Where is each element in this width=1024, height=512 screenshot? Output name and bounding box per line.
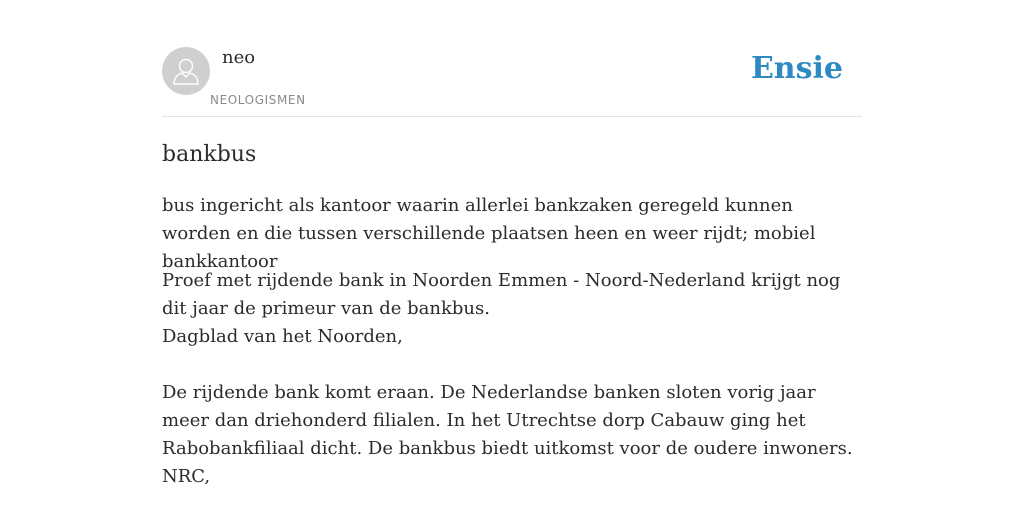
quotes-list xyxy=(162,267,867,491)
quote-item xyxy=(162,267,867,351)
quote-text: De rijdende bank komt eraan. De Nederlandse banken sloten vorig jaar meer dan driehonderd filialen. In het Utrechtse dorp Cabauw ging het Rabobankfiliaal dicht. De bankbus biedt uitkomst voor de oudere inwoners. xyxy=(162,382,853,459)
avatar[interactable] xyxy=(162,47,210,95)
brand-logo[interactable]: Ensie xyxy=(750,51,843,86)
quote-text: Proef met rijdende bank in Noorden Emmen - Noord-Nederland krijgt nog dit jaar de primeur van de bankbus. xyxy=(162,270,841,319)
entry-page xyxy=(162,0,862,512)
quote-item xyxy=(162,379,867,491)
username-link[interactable]: neo xyxy=(222,47,256,68)
quote-source: NRC, xyxy=(162,466,211,487)
entry-title: bankbus xyxy=(162,142,257,167)
entry-header xyxy=(162,0,862,117)
quote-source: Dagblad van het Noorden, xyxy=(162,326,403,347)
category-label[interactable]: NEOLOGISMEN xyxy=(210,93,306,107)
entry-definition: bus ingericht als kantoor waarin allerlei bankzaken geregeld kunnen worden en die tussen verschillende plaatsen heen en weer rijdt; mobiel bankkantoor xyxy=(162,195,816,272)
user-silhouette-icon xyxy=(162,47,210,95)
